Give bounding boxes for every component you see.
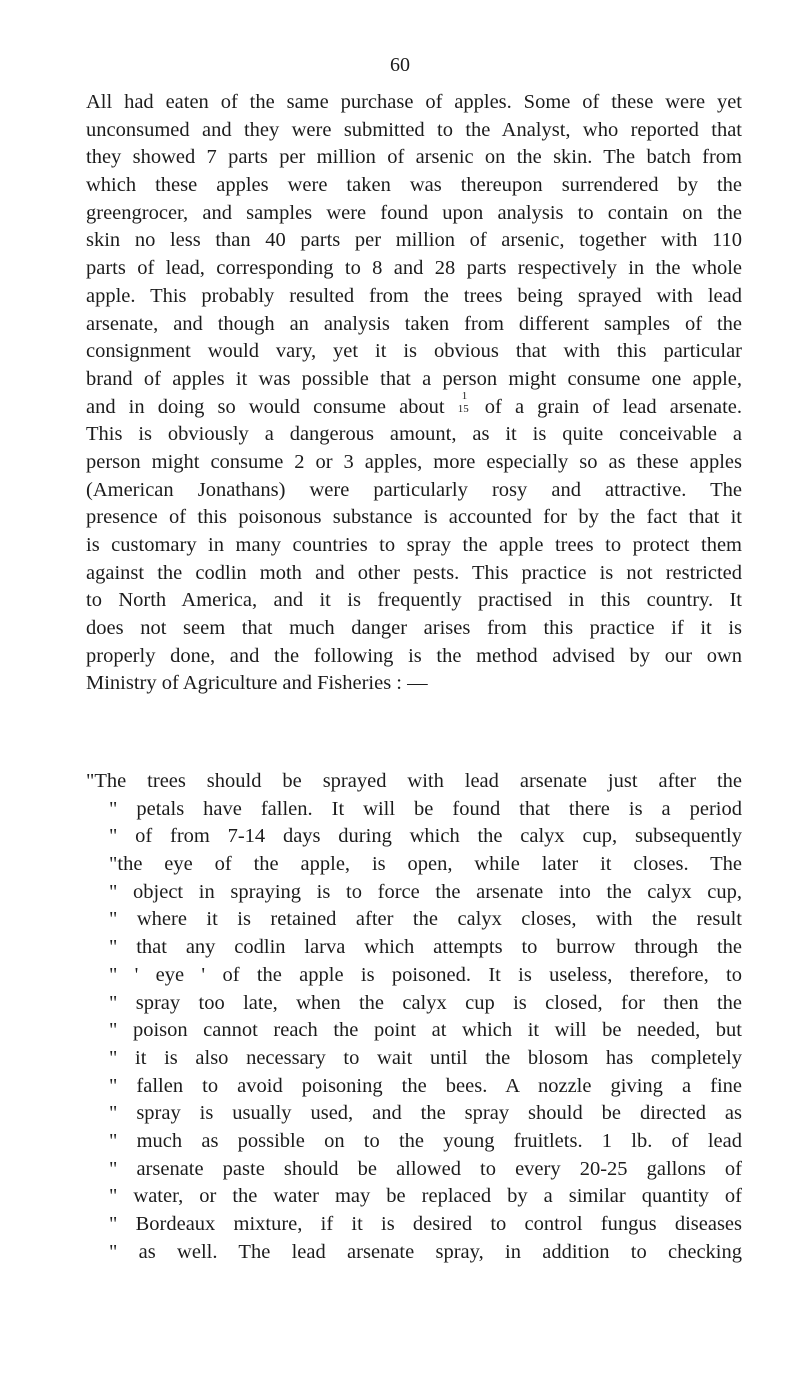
quoted-passage [86,768,742,1266]
quote-line: " ' eye ' of the apple is poisoned. It is useless, therefore, to [109,963,742,986]
quote-line: " petals have fallen. It will be found that there is a period [109,797,742,820]
text-segment: and in doing so would consume about [86,395,458,418]
text-line: they showed 7 parts per million of arsenic on the skin. The batch from [86,146,742,169]
text-line: apple. This probably resulted from the trees being sprayed with lead [86,284,742,307]
text-line: arsenate, and though an analysis taken from different samples of the [86,312,742,335]
text-line: properly done, and the following is the method advised by our own [86,644,742,667]
fraction-denominator: 15 [457,402,469,415]
text-line: All had eaten of the same purchase of apples. Some of these were yet [86,91,742,113]
quote-line: " Bordeaux mixture, if it is desired to control fungus diseases [109,1213,742,1235]
quote-line: "The trees should be sprayed with lead arsenate just after the [86,770,742,792]
text-line-with-fraction [86,389,742,422]
quote-line: " it is also necessary to wait until the blosom has completely [109,1046,742,1069]
quote-line: " that any codlin larva which attempts to burrow through the [109,936,742,959]
text-line: This is obviously a dangerous amount, as it is quite conceivable a [86,423,742,446]
quote-line: " where it is retained after the calyx closes, with the result [109,908,742,931]
text-line: person might consume 2 or 3 apples, more especially so as these apples [86,450,742,473]
text-segment: of a grain of lead arsenate. [471,395,742,418]
quote-line: " of from 7-14 days during which the calyx cup, subsequently [109,825,742,848]
fraction [457,389,472,416]
quote-line: " object in spraying is to force the arsenate into the calyx cup, [109,880,742,903]
quote-line: "the eye of the apple, is open, while later it closes. The [109,853,742,876]
text-line: does not seem that much danger arises from this practice if it is [86,617,742,640]
text-line: (American Jonathans) were particularly rosy and attractive. The [86,478,742,501]
text-line: presence of this poisonous substance is accounted for by the fact that it [86,506,742,529]
text-line: against the codlin moth and other pests. This practice is not restricted [86,561,742,584]
text-line: to North America, and it is frequently practised in this country. It [86,589,742,612]
text-line: which these apples were taken was thereupon surrendered by the [86,174,742,197]
page-number: 60 [390,54,410,76]
quote-line: " poison cannot reach the point at which it will be needed, but [109,1019,742,1042]
quote-line: " spray too late, when the calyx cup is closed, for then the [109,991,742,1014]
quote-line: " as well. The lead arsenate spray, in addition to checking [109,1240,742,1263]
quote-line: " spray is usually used, and the spray should be directed as [109,1102,742,1125]
body-paragraph [86,89,742,698]
text-line: skin no less than 40 parts per million of arsenic, together with 110 [86,229,742,252]
quote-line: " fallen to avoid poisoning the bees. A nozzle giving a fine [109,1074,742,1097]
text-line: Ministry of Agriculture and Fisheries : — [86,672,428,695]
quote-line: " water, or the water may be replaced by a similar quantity of [109,1185,742,1208]
text-line: is customary in many countries to spray the apple trees to protect them [86,534,742,556]
quote-line: " arsenate paste should be allowed to every 20-25 gallons of [109,1157,742,1180]
text-line: parts of lead, corresponding to 8 and 28 parts respectively in the whole [86,257,742,280]
text-line: brand of apples it was possible that a person might consume one apple, [86,367,742,390]
text-line: consignment would vary, yet it is obvious that with this particular [86,340,742,363]
fraction-numerator: 1 [461,389,468,402]
quote-line: " much as possible on to the young fruitlets. 1 lb. of lead [109,1129,742,1152]
text-line: unconsumed and they were submitted to the Analyst, who reported that [86,118,742,141]
text-line: greengrocer, and samples were found upon analysis to contain on the [86,201,742,224]
